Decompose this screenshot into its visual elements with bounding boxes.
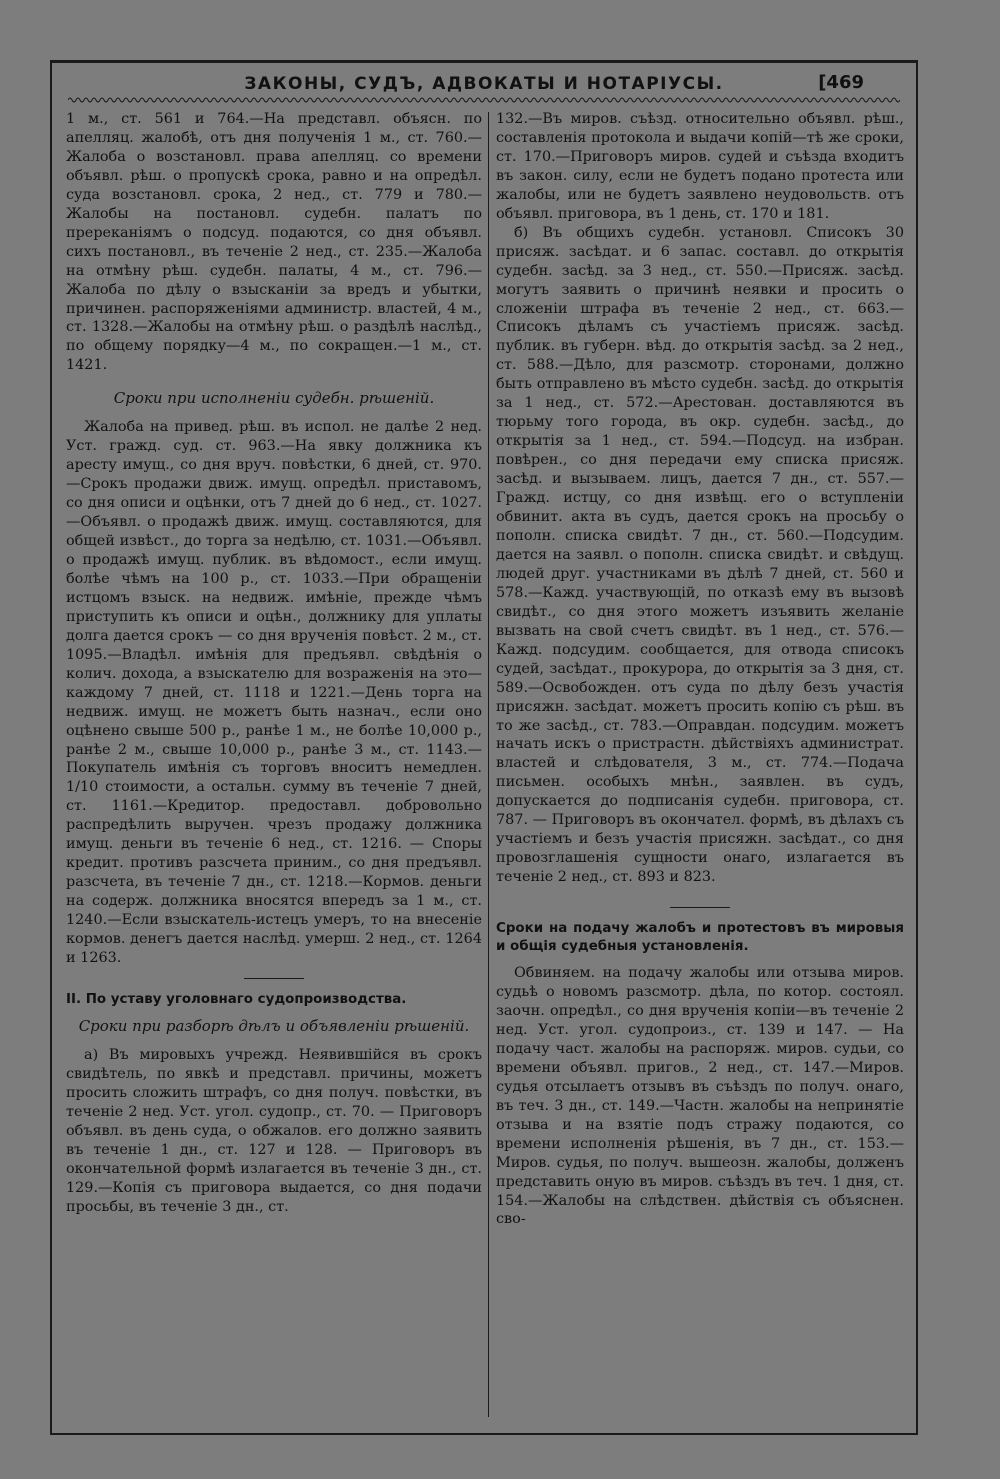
section-heading-appeals: Сроки на подачу жалобъ и протестовъ въ мировыя и общія судебныя установленія. [496,921,904,955]
section-rule [244,978,304,979]
header-wavy-rule [68,96,900,104]
left-column [66,110,482,1430]
book-page [50,60,918,1435]
section-heading-criminal: II. По уставу уголовнаго судопроизводства. [66,991,407,1007]
running-header [50,68,918,98]
section-heading-trial: Сроки при разборѣ дѣлъ и объявленіи рѣшеній. [78,1016,470,1035]
section-heading-enforcement: Сроки при исполненіи судебн. рѣшеній. [113,389,435,408]
right-paragraph-1: 132.—Въ миров. съѣзд. относительно объявл. рѣш., составленія протокола и выдачи копій—тѣ же сроки, ст. 170.—Приговоръ миров. судей и съѣзда входитъ въ закон. силу, если не будетъ подано протеста или жалобы, или не будетъ заявлено неудовольств. отъ объявл. приговора, въ 1 день, ст. 170 и 181. [496,111,904,222]
right-paragraph-2: б) Въ общихъ судебн. установл. Списокъ 30 присяж. засѣдат. и 6 запас. составл. до открытія судебн. засѣд. за 3 нед., ст. 550.—Присяж. засѣд. могутъ заявить о причинѣ неявки и просить о сложеніи штрафа въ теченіе 2 нед., ст. 663.—Списокъ дѣламъ съ участіемъ присяж. засѣд. публик. въ губерн. вѣд. до открытія засѣд. за 2 нед., ст. 588.—Дѣло, для разсмотр. сторонами, должно быть отправлено въ мѣсто судебн. засѣд. до открытія за 1 нед., ст. 572.—Арестован. доставляются въ тюрьму того города, въ окр. судебн. засѣд., до открытія за 1 нед., ст. 594.—Подсуд. на избран. повѣрен., со дня передачи ему списка присяж. засѣд. и вызываем. лицъ, дается 7 дн., ст. 557.—Гражд. истцу, со дня извѣщ. его о вступленіи обвинит. акта въ судъ, дается срокъ на просьбу о пополн. списка свидѣт. 7 дн., ст. 560.—Подсудим. дается на заявл. о пополн. списка свидѣт. и свѣдущ. людей друг. участниками въ дѣлѣ 7 дней, ст. 560 и 578.—Кажд. участвующій, по отказѣ ему въ вызовѣ свидѣт., со дня этого можетъ изъявить желаніе вызвать на свой счетъ свидѣт. въ 1 нед., ст. 576.—Кажд. подсудим. сообщается, для отвода списокъ судей, засѣдат., прокурора, до открытія за 3 дня, ст. 589.—Освобожден. отъ суда по дѣлу безъ участія присяжн. засѣдат. можетъ просить копію съ рѣш. въ то же засѣд., ст. 783.—Оправдан. подсудим. можетъ начать искъ о пристрастн. дѣйствіяхъ администрат. властей и слѣдователя, 3 м., ст. 774.—Подача письмен. особыхъ мнѣн., заявлен. въ судъ, допускается до подписанія судебн. приговора, ст. 787. — Приговоръ въ окончател. формѣ, въ дѣлахъ съ участіемъ и безъ участія присяжн. засѣдат., со дня провозглашенія сущности онаго, излагается въ теченіе 2 нед., ст. 893 и 823. [496,224,904,886]
left-paragraph-3: а) Въ мировыхъ учрежд. Неявившійся въ срокъ свидѣтель, по явкѣ и представл. причины, можетъ просить сложить штрафъ, со дня получ. повѣстки, въ теченіе 2 нед. Уст. угол. судопр., ст. 70. — Приговоръ объявл. въ день суда, о обжалов. его должно заявить въ теченіе 1 дн., ст. 127 и 128. — Приговоръ въ окончательной формѣ излагается въ теченіе 3 дн., ст. 129.—Копія съ приговора выдается, со дня подачи просьбы, въ теченіе 3 дн., ст. [66,1046,482,1215]
right-paragraph-3: Обвиняем. на подачу жалобы или отзыва миров. судьѣ о новомъ разсмотр. дѣла, по котор. состоял. заочн. опредѣл., со дня врученія копіи—въ теченіе 2 нед. Уст. угол. судопроиз., ст. 139 и 147. — На подачу част. жалобы на распоряж. миров. судьи, со времени объявл. пригов., 2 нед., ст. 147.—Миров. судья отсылаетъ отзывъ въ съѣздъ по получ. онаго, въ теч. 3 дн., ст. 149.—Частн. жалобы на непринятіе отзыва и на взятіе подъ стражу подаются, со времени исполненія рѣшенія, въ 7 дн., ст. 153.—Миров. судья, по получ. вышеозн. жалобы, долженъ представить оную въ миров. съѣздъ въ теч. 1 дня, ст. 154.—Жалобы на слѣдствен. дѣйствія съ объяснен. сво- [496,965,904,1228]
right-column [496,110,904,1430]
section-rule-right [670,907,730,908]
page-number: [469 [818,72,864,93]
column-divider [488,112,489,1417]
header-title: ЗАКОНЫ, СУДЪ, АДВОКАТЫ И НОТАРІУСЫ. [244,74,724,94]
left-paragraph-2: Жалоба на привед. рѣш. въ испол. не далѣе 2 нед. Уст. гражд. суд. ст. 963.—На явку должника къ аресту имущ., со дня вруч. повѣстки, 6 дней, ст. 970.—Срокъ продажи движ. имущ. опредѣл. приставомъ, со дня описи и оцѣнки, отъ 7 дней до 6 нед., ст. 1027.—Объявл. о продажѣ движ. имущ. составляются, для общей извѣст., до торга за недѣлю, ст. 1031.—Объявл. о продажѣ имущ. публик. въ вѣдомост., если имущ. болѣе чѣмъ на 100 р., ст. 1033.—При обращеніи истцомъ взыск. на недвиж. имѣніе, прежде чѣмъ приступить къ описи и оцѣн., должнику для уплаты долга дается срокъ — со дня врученія повѣст. 2 м., ст. 1095.—Владѣл. имѣнія для предъявл. свѣдѣнія о колич. дохода, а взыскателю для возраженія на это—каждому 7 дней, ст. 1118 и 1221.—День торга на недвиж. имущ. не можетъ быть назнач., если оно оцѣнено свыше 500 р., ранѣе 1 м., не болѣе 10,000 р., ранѣе 2 м., свыше 10,000 р., ранѣе 3 м., ст. 1143.—Покупатель имѣнія съ торговъ вноситъ немедлен. 1/10 стоимости, а остальн. сумму въ теченіе 7 дней, ст. 1161.—Кредитор. предоставл. добровольно распредѣлить выручен. чрезъ продажу должника имущ. деньги въ теченіе 6 нед., ст. 1216. — Споры кредит. противъ разсчета приним., со дня предъявл. разсчета, въ теченіе 7 дн., ст. 1218.—Кормов. деньги на содерж. должника вносятся впередъ за 1 м., ст. 1240.—Если взыскатель-истецъ умеръ, то на внесеніе кормов. денегъ дается наслѣд. умерш. 2 нед., ст. 1264 и 1263. [66,419,482,966]
left-paragraph-1: 1 м., ст. 561 и 764.—На представл. объясн. по апелляц. жалобѣ, отъ дня полученія 1 м., ст. 760.—Жалоба о возстановл. права апелляц. со времени объявл. рѣш. о пропускѣ срока, равно и на опредѣл. суда возстановл. срока, 2 нед., ст. 779 и 780.—Жалобы на постановл. судебн. палатъ по пререканіямъ о подсуд. подаются, со дня объявл. сихъ постановл., въ теченіе 2 нед., ст. 235.—Жалоба на отмѣну рѣш. судебн. палаты, 4 м., ст. 796.—Жалоба по дѣлу о взысканіи за вредъ и убытки, причинен. распоряженіями администр. властей, 4 м., ст. 1328.—Жалобы на отмѣну рѣш. о раздѣлѣ наслѣд., по общему порядку—4 м., по сокращен.—1 м., ст. 1421. [66,111,482,374]
